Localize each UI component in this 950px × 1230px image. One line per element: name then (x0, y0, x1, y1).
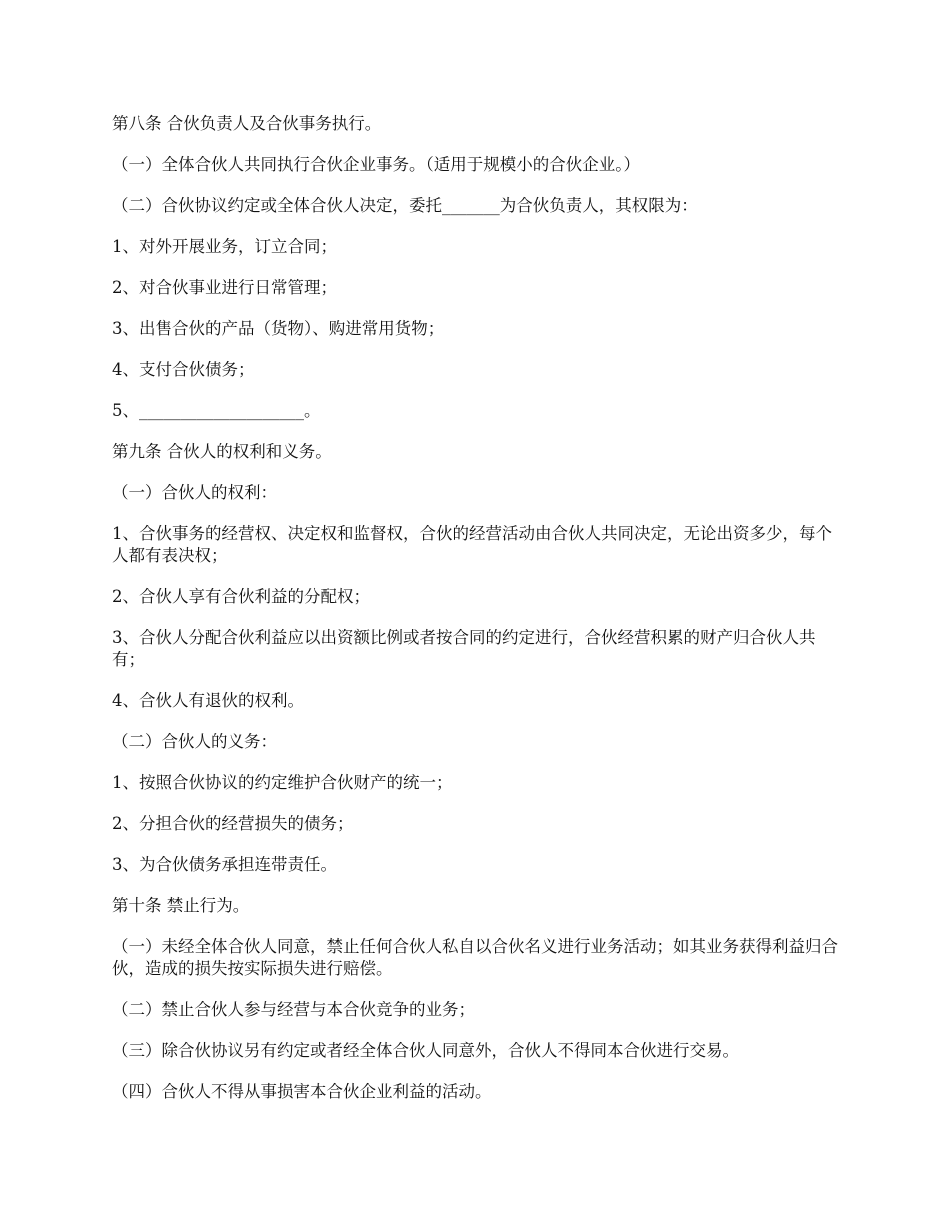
article-9-duties-item-3: 3、为合伙债务承担连带责任。 (112, 855, 337, 874)
article-9-rights-heading: （一）合伙人的权利： (112, 483, 277, 502)
article-8-clause-1: （一）全体合伙人共同执行合伙企业事务。（适用于规模小的合伙企业。） (112, 155, 640, 174)
article-8-item-2: 2、对合伙事业进行日常管理； (112, 278, 337, 297)
article-9-duties-item-2: 2、分担合伙的经营损失的债务； (112, 814, 354, 833)
article-8-item-5: 5、____________________。 (112, 401, 321, 420)
article-8-heading: 第八条 合伙负责人及合伙事务执行。 (112, 114, 382, 133)
article-10-clause-4: （四）合伙人不得从事损害本合伙企业利益的活动。 (112, 1082, 492, 1101)
article-10-clause-2: （二）禁止合伙人参与经营与本合伙竞争的业务； (112, 1000, 475, 1019)
article-10-clause-3: （三）除合伙协议另有约定或者经全体合伙人同意外，合伙人不得同本合伙进行交易。 (112, 1041, 739, 1060)
article-9-rights-item-4: 4、合伙人有退伙的权利。 (112, 691, 304, 710)
article-8-item-1: 1、对外开展业务，订立合同； (112, 237, 337, 256)
article-10-heading: 第十条 禁止行为。 (112, 896, 250, 915)
article-8-item-3: 3、出售合伙的产品（货物）、购进常用货物； (112, 319, 445, 338)
article-9-heading: 第九条 合伙人的权利和义务。 (112, 442, 332, 461)
article-10-clause-1: （一）未经全体合伙人同意，禁止任何合伙人私自以合伙名义进行业务活动；如其业务获得利益归合伙，造成的损失按实际损失进行赔偿。 (112, 937, 838, 978)
article-9-duties-heading: （二）合伙人的义务： (112, 732, 277, 751)
article-8-item-4: 4、支付合伙债务； (112, 360, 255, 379)
article-9-duties-item-1: 1、按照合伙协议的约定维护合伙财产的统一； (112, 773, 453, 792)
article-8-clause-2: （二）合伙协议约定或全体合伙人决定，委托_______为合伙负责人，其权限为： (112, 196, 698, 215)
article-9-rights-item-1: 1、合伙事务的经营权、决定权和监督权，合伙的经营活动由合伙人共同决定，无论出资多少，每个人都有表决权； (112, 524, 832, 565)
article-9-rights-item-3: 3、合伙人分配合伙利益应以出资额比例或者按合同的约定进行，合伙经营积累的财产归合伙人共有； (112, 628, 816, 669)
article-9-rights-item-2: 2、合伙人享有合伙利益的分配权； (112, 587, 370, 606)
